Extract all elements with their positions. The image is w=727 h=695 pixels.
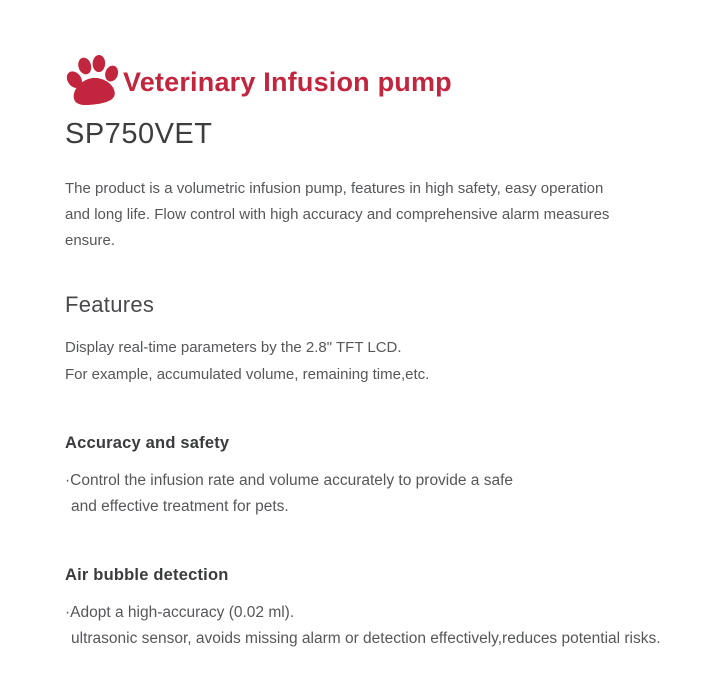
display-feature <box>65 334 667 388</box>
model-number: SP750VET <box>65 118 213 150</box>
bullet-continuation: and effective treatment for pets. <box>71 498 289 515</box>
intro-line: ensure. <box>65 232 116 249</box>
feature-section-air-bubble <box>65 566 667 652</box>
product-title: Veterinary Infusion pump <box>123 66 452 97</box>
features-heading: Features <box>65 292 155 317</box>
bullet-line: ·Adopt a high-accuracy (0.02 ml). <box>65 604 295 621</box>
intro-paragraph <box>65 176 667 254</box>
section-heading: Air bubble detection <box>65 566 229 584</box>
bullet-continuation: ultrasonic sensor, avoids missing alarm or detection effectively,reduces potential risks. <box>71 630 661 647</box>
brand-header <box>65 53 667 105</box>
intro-line: and long life. Flow control with high accuracy and comprehensive alarm measures <box>65 206 610 223</box>
display-line: Display real-time parameters by the 2.8" TFT LCD. <box>65 339 402 356</box>
display-line: For example, accumulated volume, remaining time,etc. <box>65 366 430 383</box>
bullet-line: ·Control the infusion rate and volume accurately to provide a safe <box>65 472 514 489</box>
paw-icon <box>65 53 119 105</box>
section-body <box>65 468 667 520</box>
intro-line: The product is a volumetric infusion pump, features in high safety, easy operation <box>65 180 604 197</box>
section-heading: Accuracy and safety <box>65 434 230 452</box>
section-body <box>65 600 667 652</box>
feature-section-accuracy <box>65 434 667 520</box>
